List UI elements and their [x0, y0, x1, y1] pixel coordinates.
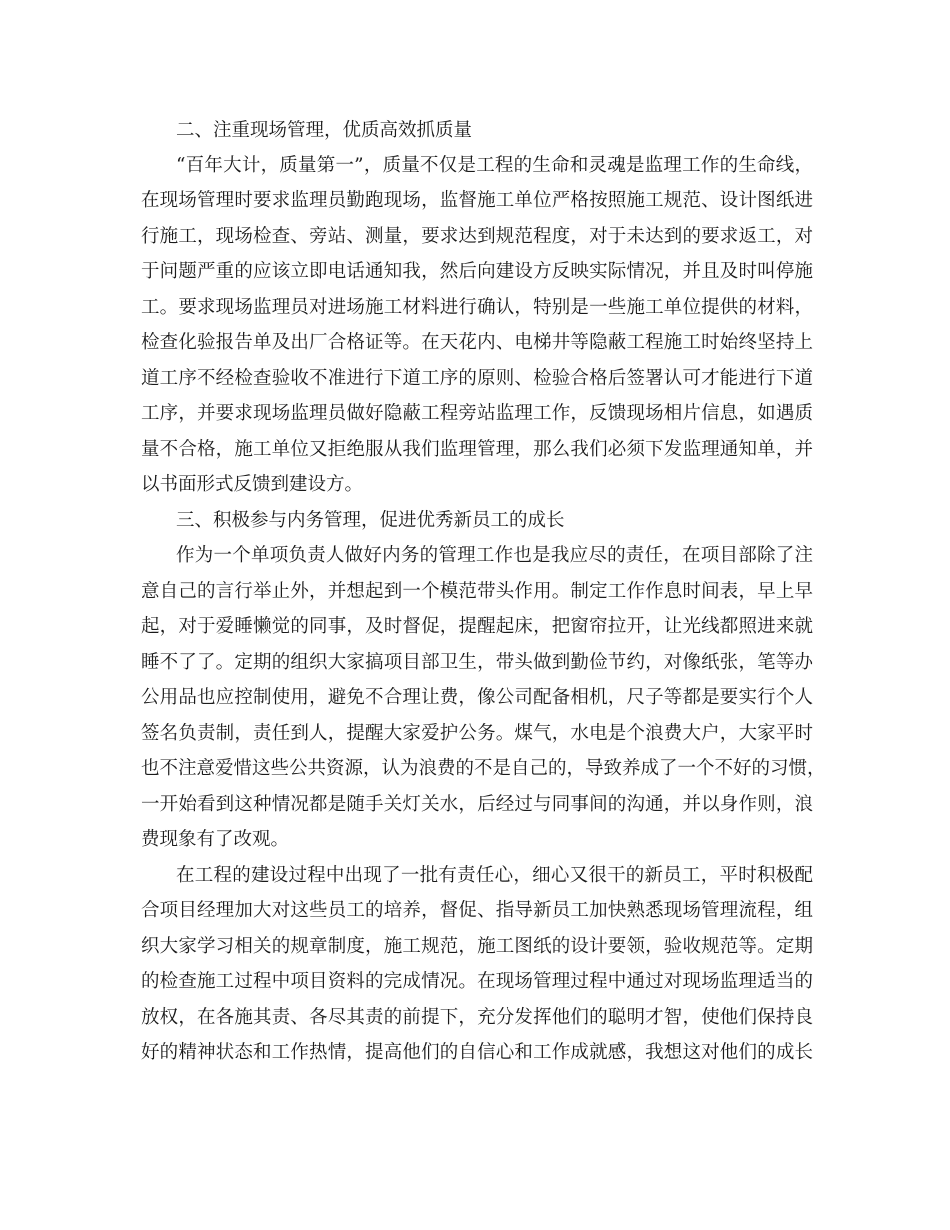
paragraph-line: 作为一个单项负责人做好内务的管理工作也是我应尽的责任，在项目部除了注 [176, 545, 813, 566]
paragraph-line: 也不注意爱惜这些公共资源，认为浪费的不是自己的，导致养成了一个不好的习惯， [141, 758, 826, 779]
paragraph-line: 量不合格，施工单位又拒绝服从我们监理管理，那么我们必须下发监理通知单，并 [141, 439, 813, 460]
paragraph-line: 织大家学习相关的规章制度，施工规范，施工图纸的设计要领，验收规范等。定期 [141, 936, 813, 957]
paragraph-line: 行施工，现场检查、旁站、测量，要求达到规范程度，对于未达到的要求返工，对 [141, 226, 813, 247]
paragraph-line: 意自己的言行举止外，并想起到一个模范带头作用。制定工作作息时间表，早上早 [141, 581, 813, 602]
paragraph-line: 于问题严重的应该立即电话通知我，然后向建设方反映实际情况，并且及时叫停施 [141, 261, 813, 282]
section-3-heading: 三、积极参与内务管理，促进优秀新员工的成长 [176, 510, 565, 531]
paragraph-line: 睡不了了。定期的组织大家搞项目部卫生，带头做到勤俭节约，对像纸张，笔等办 [141, 652, 813, 673]
paragraph-line: 公用品也应控制使用，避免不合理让费，像公司配备相机，尺子等都是要实行个人 [141, 687, 813, 708]
paragraph-line: 起，对于爱睡懒觉的同事，及时督促，提醒起床，把窗帘拉开，让光线都照进来就 [141, 616, 813, 637]
paragraph-line: “百年大计，质量第一”，质量不仅是工程的生命和灵魂是监理工作的生命线， [176, 155, 813, 176]
paragraph-line: 在现场管理时要求监理员勤跑现场，监督施工单位严格按照施工规范、设计图纸进 [141, 190, 813, 211]
paragraph-line: 签名负责制，责任到人，提醒大家爱护公务。煤气，水电是个浪费大户，大家平时 [141, 723, 813, 744]
paragraph-line: 工。要求现场监理员对进场施工材料进行确认，特别是一些施工单位提供的材料， [141, 297, 813, 318]
paragraph-line: 工序，并要求现场监理员做好隐蔽工程旁站监理工作，反馈现场相片信息，如遇质 [141, 403, 813, 424]
paragraph-line: 在工程的建设过程中出现了一批有责任心，细心又很干的新员工，平时积极配 [176, 865, 813, 886]
paragraph-line: 放权，在各施其责、各尽其责的前提下，充分发挥他们的聪明才智，使他们保持良 [141, 1007, 813, 1028]
paragraph-line: 以书面形式反馈到建设方。 [141, 474, 364, 495]
section-2-heading: 二、注重现场管理，优质高效抓质量 [176, 120, 473, 141]
paragraph-line: 费现象有了改观。 [141, 829, 290, 850]
paragraph-line: 好的精神状态和工作热情，提高他们的自信心和工作成就感，我想这对他们的成长 [141, 1042, 813, 1063]
paragraph-line: 道工序不经检查验收不准进行下道工序的原则、检验合格后签署认可才能进行下道 [141, 368, 813, 389]
paragraph-line: 检查化验报告单及出厂合格证等。在天花内、电梯井等隐蔽工程施工时始终坚持上 [141, 332, 813, 353]
paragraph-line: 的检查施工过程中项目资料的完成情况。在现场管理过程中通过对现场监理适当的 [141, 971, 813, 992]
paragraph-line: 合项目经理加大对这些员工的培养，督促、指导新员工加快熟悉现场管理流程，组 [141, 900, 813, 921]
paragraph-line: 一开始看到这种情况都是随手关灯关水，后经过与同事间的沟通，并以身作则，浪 [141, 794, 813, 815]
